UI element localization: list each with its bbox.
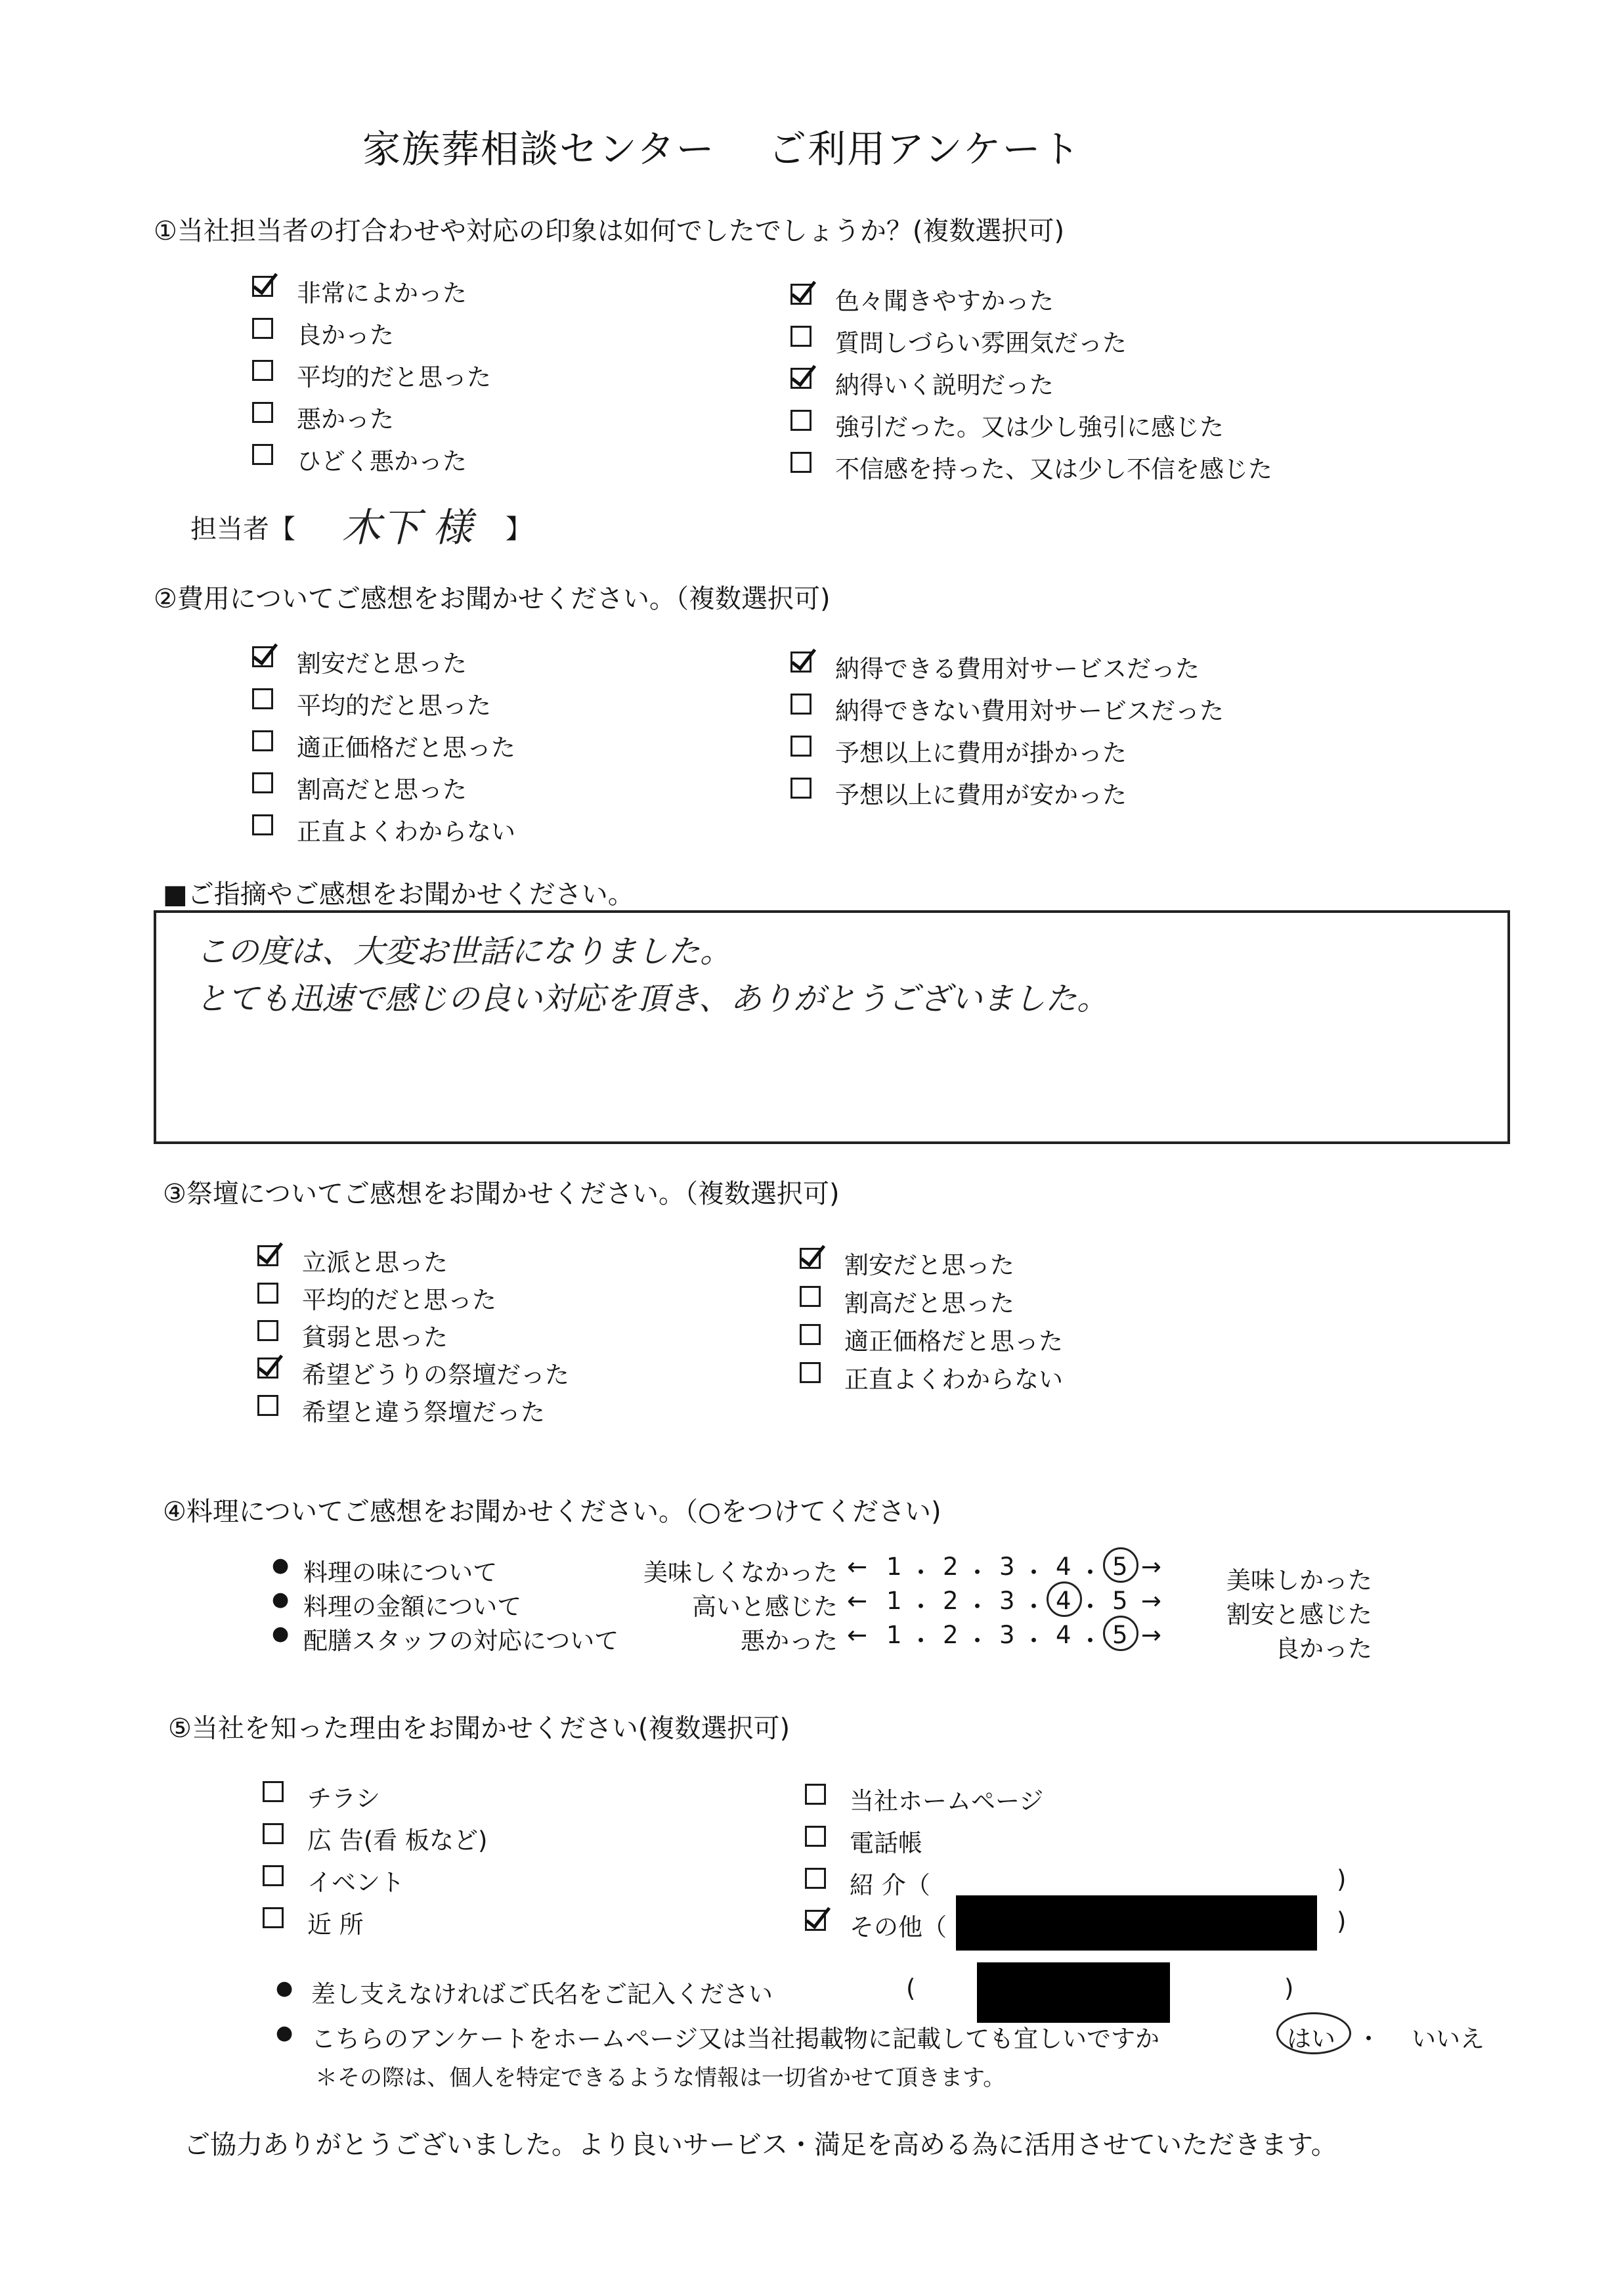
rating-option-5[interactable]: 5 <box>1112 1621 1128 1649</box>
option-close-paren: ) <box>1337 1907 1347 1935</box>
option-label: 平均的だと思った <box>302 1286 496 1314</box>
thanks-message: ご協力ありがとうございました。より良いサービス・満足を高める為に活用させていただきます。 <box>184 2130 1337 2160</box>
checkbox[interactable] <box>790 651 812 673</box>
bullet-icon: ● <box>272 1588 290 1611</box>
option-label: 紹 介（ <box>850 1871 930 1899</box>
checkbox[interactable] <box>257 1283 278 1304</box>
checkbox[interactable] <box>257 1395 278 1416</box>
option-label: その他（ <box>850 1913 947 1941</box>
bullet-icon: ● <box>272 1622 290 1645</box>
rating-option-2[interactable]: 2 <box>943 1621 959 1649</box>
rating-low-label: 悪かった <box>741 1627 838 1655</box>
rating-high-label: 割安と感じた <box>1226 1601 1372 1629</box>
rating-separator: ・ <box>909 1627 933 1655</box>
redacted-other-detail <box>956 1895 1317 1951</box>
rating-option-2[interactable]: 2 <box>943 1553 959 1581</box>
rating-separator: ・ <box>1022 1558 1046 1587</box>
option-label: チラシ <box>307 1784 380 1813</box>
form-title: 家族葬相談センター ご利用アンケート <box>362 127 1081 171</box>
q1-heading: ①当社担当者の打合わせや対応の印象は如何でしたでしょうか？(複数選択可) <box>154 216 1065 246</box>
checkbox[interactable] <box>252 730 273 751</box>
rating-row-label: 料理の金額について <box>303 1593 522 1621</box>
rating-option-4[interactable]: 4 <box>1056 1587 1071 1615</box>
rating-high-label: 良かった <box>1275 1635 1372 1663</box>
staff-label: 担当者【 <box>190 514 295 544</box>
option-label: 希望と違う祭壇だった <box>302 1398 545 1426</box>
redacted-name[interactable] <box>977 1962 1170 2023</box>
q5-heading: ⑤当社を知った理由をお聞かせください(複数選択可) <box>168 1713 790 1744</box>
checkbox[interactable] <box>257 1358 278 1379</box>
rating-high-label: 美味しかった <box>1226 1566 1372 1595</box>
rating-option-5[interactable]: 5 <box>1112 1553 1128 1581</box>
option-label: 割安だと思った <box>844 1251 1014 1279</box>
checkbox[interactable] <box>800 1324 821 1345</box>
comments-box[interactable] <box>154 910 1510 1144</box>
q4-heading: ④料理についてご感想をお聞かせください。（○をつけてください) <box>163 1497 941 1527</box>
option-label: 納得できる費用対サービスだった <box>835 655 1200 683</box>
option-label: 正直よくわからない <box>844 1365 1063 1394</box>
publish-yes[interactable]: はい <box>1287 2025 1335 2053</box>
rating-low-label: 美味しくなかった <box>643 1558 838 1587</box>
checkbox[interactable] <box>257 1320 278 1341</box>
rating-row-label: 配膳スタッフの対応について <box>303 1627 619 1655</box>
checkbox[interactable] <box>790 410 812 431</box>
checkbox[interactable] <box>252 772 273 793</box>
option-label: 広 告(看 板など) <box>307 1826 488 1855</box>
checkbox[interactable] <box>252 646 273 667</box>
rating-option-3[interactable]: 3 <box>999 1621 1015 1649</box>
staff-name: 木下 様 <box>341 505 473 551</box>
option-label: 立派と思った <box>302 1248 448 1277</box>
option-label: 強引だった。又は少し強引に感じた <box>835 413 1224 441</box>
name-open-paren: ( <box>906 1974 916 2002</box>
name-prompt: 差し支えなければご氏名をご記入ください <box>311 1980 773 2008</box>
option-label: 正直よくわからない <box>297 818 515 846</box>
checkbox[interactable] <box>800 1286 821 1307</box>
left-arrow-icon: ← <box>847 1553 868 1581</box>
option-label: 電話帳 <box>850 1829 922 1857</box>
rating-option-2[interactable]: 2 <box>943 1587 959 1615</box>
rating-option-4[interactable]: 4 <box>1056 1621 1071 1649</box>
selected-rating-circle <box>1103 1547 1138 1583</box>
privacy-note: ＊その際は、個人を特定できるような情報は一切省かせて頂きます。 <box>315 2065 1006 2091</box>
right-arrow-icon: → <box>1141 1553 1162 1581</box>
right-arrow-icon: → <box>1141 1621 1162 1649</box>
rating-row-label: 料理の味について <box>303 1558 498 1587</box>
bullet-icon: ● <box>276 1977 293 2000</box>
option-label: 適正価格だと思った <box>844 1327 1063 1356</box>
checkbox[interactable] <box>263 1823 284 1844</box>
option-label: 非常によかった <box>297 279 467 307</box>
rating-separator: ・ <box>909 1593 933 1621</box>
rating-separator: ・ <box>1022 1627 1046 1655</box>
rating-option-1[interactable]: 1 <box>886 1621 902 1649</box>
option-label: 当社ホームページ <box>850 1787 1044 1815</box>
rating-separator: ・ <box>1078 1558 1102 1587</box>
comment-line-1: この度は、大変お世話になりました。 <box>196 933 732 970</box>
option-label: 予想以上に費用が安かった <box>835 781 1127 809</box>
option-label: 予想以上に費用が掛かった <box>835 739 1127 767</box>
rating-option-3[interactable]: 3 <box>999 1587 1015 1615</box>
rating-option-4[interactable]: 4 <box>1056 1553 1071 1581</box>
checkbox[interactable] <box>252 318 273 339</box>
checkbox[interactable] <box>790 778 812 799</box>
rating-separator: ・ <box>1078 1627 1102 1655</box>
q3-heading: ③祭壇についてご感想をお聞かせください。（複数選択可) <box>163 1179 840 1209</box>
option-label: 希望どうりの祭壇だった <box>302 1361 569 1389</box>
option-label: 貧弱と思った <box>302 1323 448 1352</box>
checkbox[interactable] <box>790 368 812 389</box>
checkbox[interactable] <box>805 1826 826 1847</box>
rating-option-1[interactable]: 1 <box>886 1587 902 1615</box>
bullet-icon: ● <box>276 2021 293 2044</box>
right-arrow-icon: → <box>1141 1587 1162 1615</box>
option-label: イベント <box>307 1868 404 1897</box>
rating-separator: ・ <box>909 1558 933 1587</box>
option-label: 平均的だと思った <box>297 363 491 391</box>
option-close-paren: ) <box>1337 1865 1347 1893</box>
rating-separator: ・ <box>965 1558 989 1587</box>
option-label: 平均的だと思った <box>297 692 491 720</box>
checkbox[interactable] <box>790 736 812 757</box>
comments-heading: ■ご指摘やご感想をお聞かせください。 <box>163 879 634 910</box>
comment-line-2: とても迅速で感じの良い対応を頂き、ありがとうございました。 <box>196 981 1109 1017</box>
left-arrow-icon: ← <box>847 1621 868 1649</box>
rating-option-1[interactable]: 1 <box>886 1553 902 1581</box>
option-label: 適正価格だと思った <box>297 734 515 762</box>
checkbox[interactable] <box>805 1910 826 1931</box>
rating-separator: ・ <box>965 1593 989 1621</box>
publish-dot: ・ <box>1356 2025 1381 2053</box>
checkbox[interactable] <box>252 402 273 423</box>
checkbox[interactable] <box>252 276 273 297</box>
publish-no[interactable]: いいえ <box>1412 2025 1484 2053</box>
option-label: 色々聞きやすかった <box>835 287 1054 315</box>
left-arrow-icon: ← <box>847 1587 868 1615</box>
checkbox[interactable] <box>252 688 273 709</box>
option-label: 近 所 <box>307 1910 364 1939</box>
option-label: 割安だと思った <box>297 650 467 678</box>
selected-rating-circle <box>1047 1581 1082 1617</box>
checkbox[interactable] <box>257 1245 278 1266</box>
rating-low-label: 高いと感じた <box>692 1593 838 1621</box>
rating-option-3[interactable]: 3 <box>999 1553 1015 1581</box>
option-label: 質問しづらい雰囲気だった <box>835 329 1127 357</box>
selected-rating-circle <box>1103 1616 1138 1651</box>
checkbox[interactable] <box>805 1784 826 1805</box>
checkbox[interactable] <box>252 444 273 465</box>
checkbox[interactable] <box>800 1248 821 1269</box>
publish-prompt: こちらのアンケートをホームページ又は当社掲載物に記載しても宜しいですか <box>311 2025 1160 2053</box>
name-close-paren: ) <box>1284 1974 1294 2002</box>
checkbox[interactable] <box>800 1362 821 1383</box>
checkbox[interactable] <box>790 284 812 305</box>
checkbox[interactable] <box>252 814 273 835</box>
checkbox[interactable] <box>252 360 273 381</box>
option-label: 納得できない費用対サービスだった <box>835 697 1224 725</box>
option-label: 悪かった <box>297 405 394 433</box>
checkbox[interactable] <box>805 1868 826 1889</box>
option-label: 良かった <box>297 321 394 349</box>
checkbox[interactable] <box>790 452 812 473</box>
option-label: 納得いく説明だった <box>835 371 1054 399</box>
rating-option-5[interactable]: 5 <box>1112 1587 1128 1615</box>
checkbox[interactable] <box>790 694 812 715</box>
checkbox[interactable] <box>263 1907 284 1928</box>
bullet-icon: ● <box>272 1554 290 1577</box>
publish-yes-circle <box>1276 2012 1351 2054</box>
rating-separator: ・ <box>1078 1593 1102 1621</box>
rating-separator: ・ <box>1022 1593 1046 1621</box>
option-label: 割高だと思った <box>297 776 467 804</box>
option-label: 割高だと思った <box>844 1289 1014 1317</box>
checkbox[interactable] <box>790 326 812 347</box>
option-label: 不信感を持った、又は少し不信を感じた <box>835 455 1272 483</box>
checkbox[interactable] <box>263 1865 284 1886</box>
rating-separator: ・ <box>965 1627 989 1655</box>
checkbox[interactable] <box>263 1781 284 1802</box>
q2-heading: ②費用についてご感想をお聞かせください。（複数選択可) <box>154 584 831 614</box>
option-label: ひどく悪かった <box>297 447 467 475</box>
staff-label-close: 】 <box>506 514 532 544</box>
